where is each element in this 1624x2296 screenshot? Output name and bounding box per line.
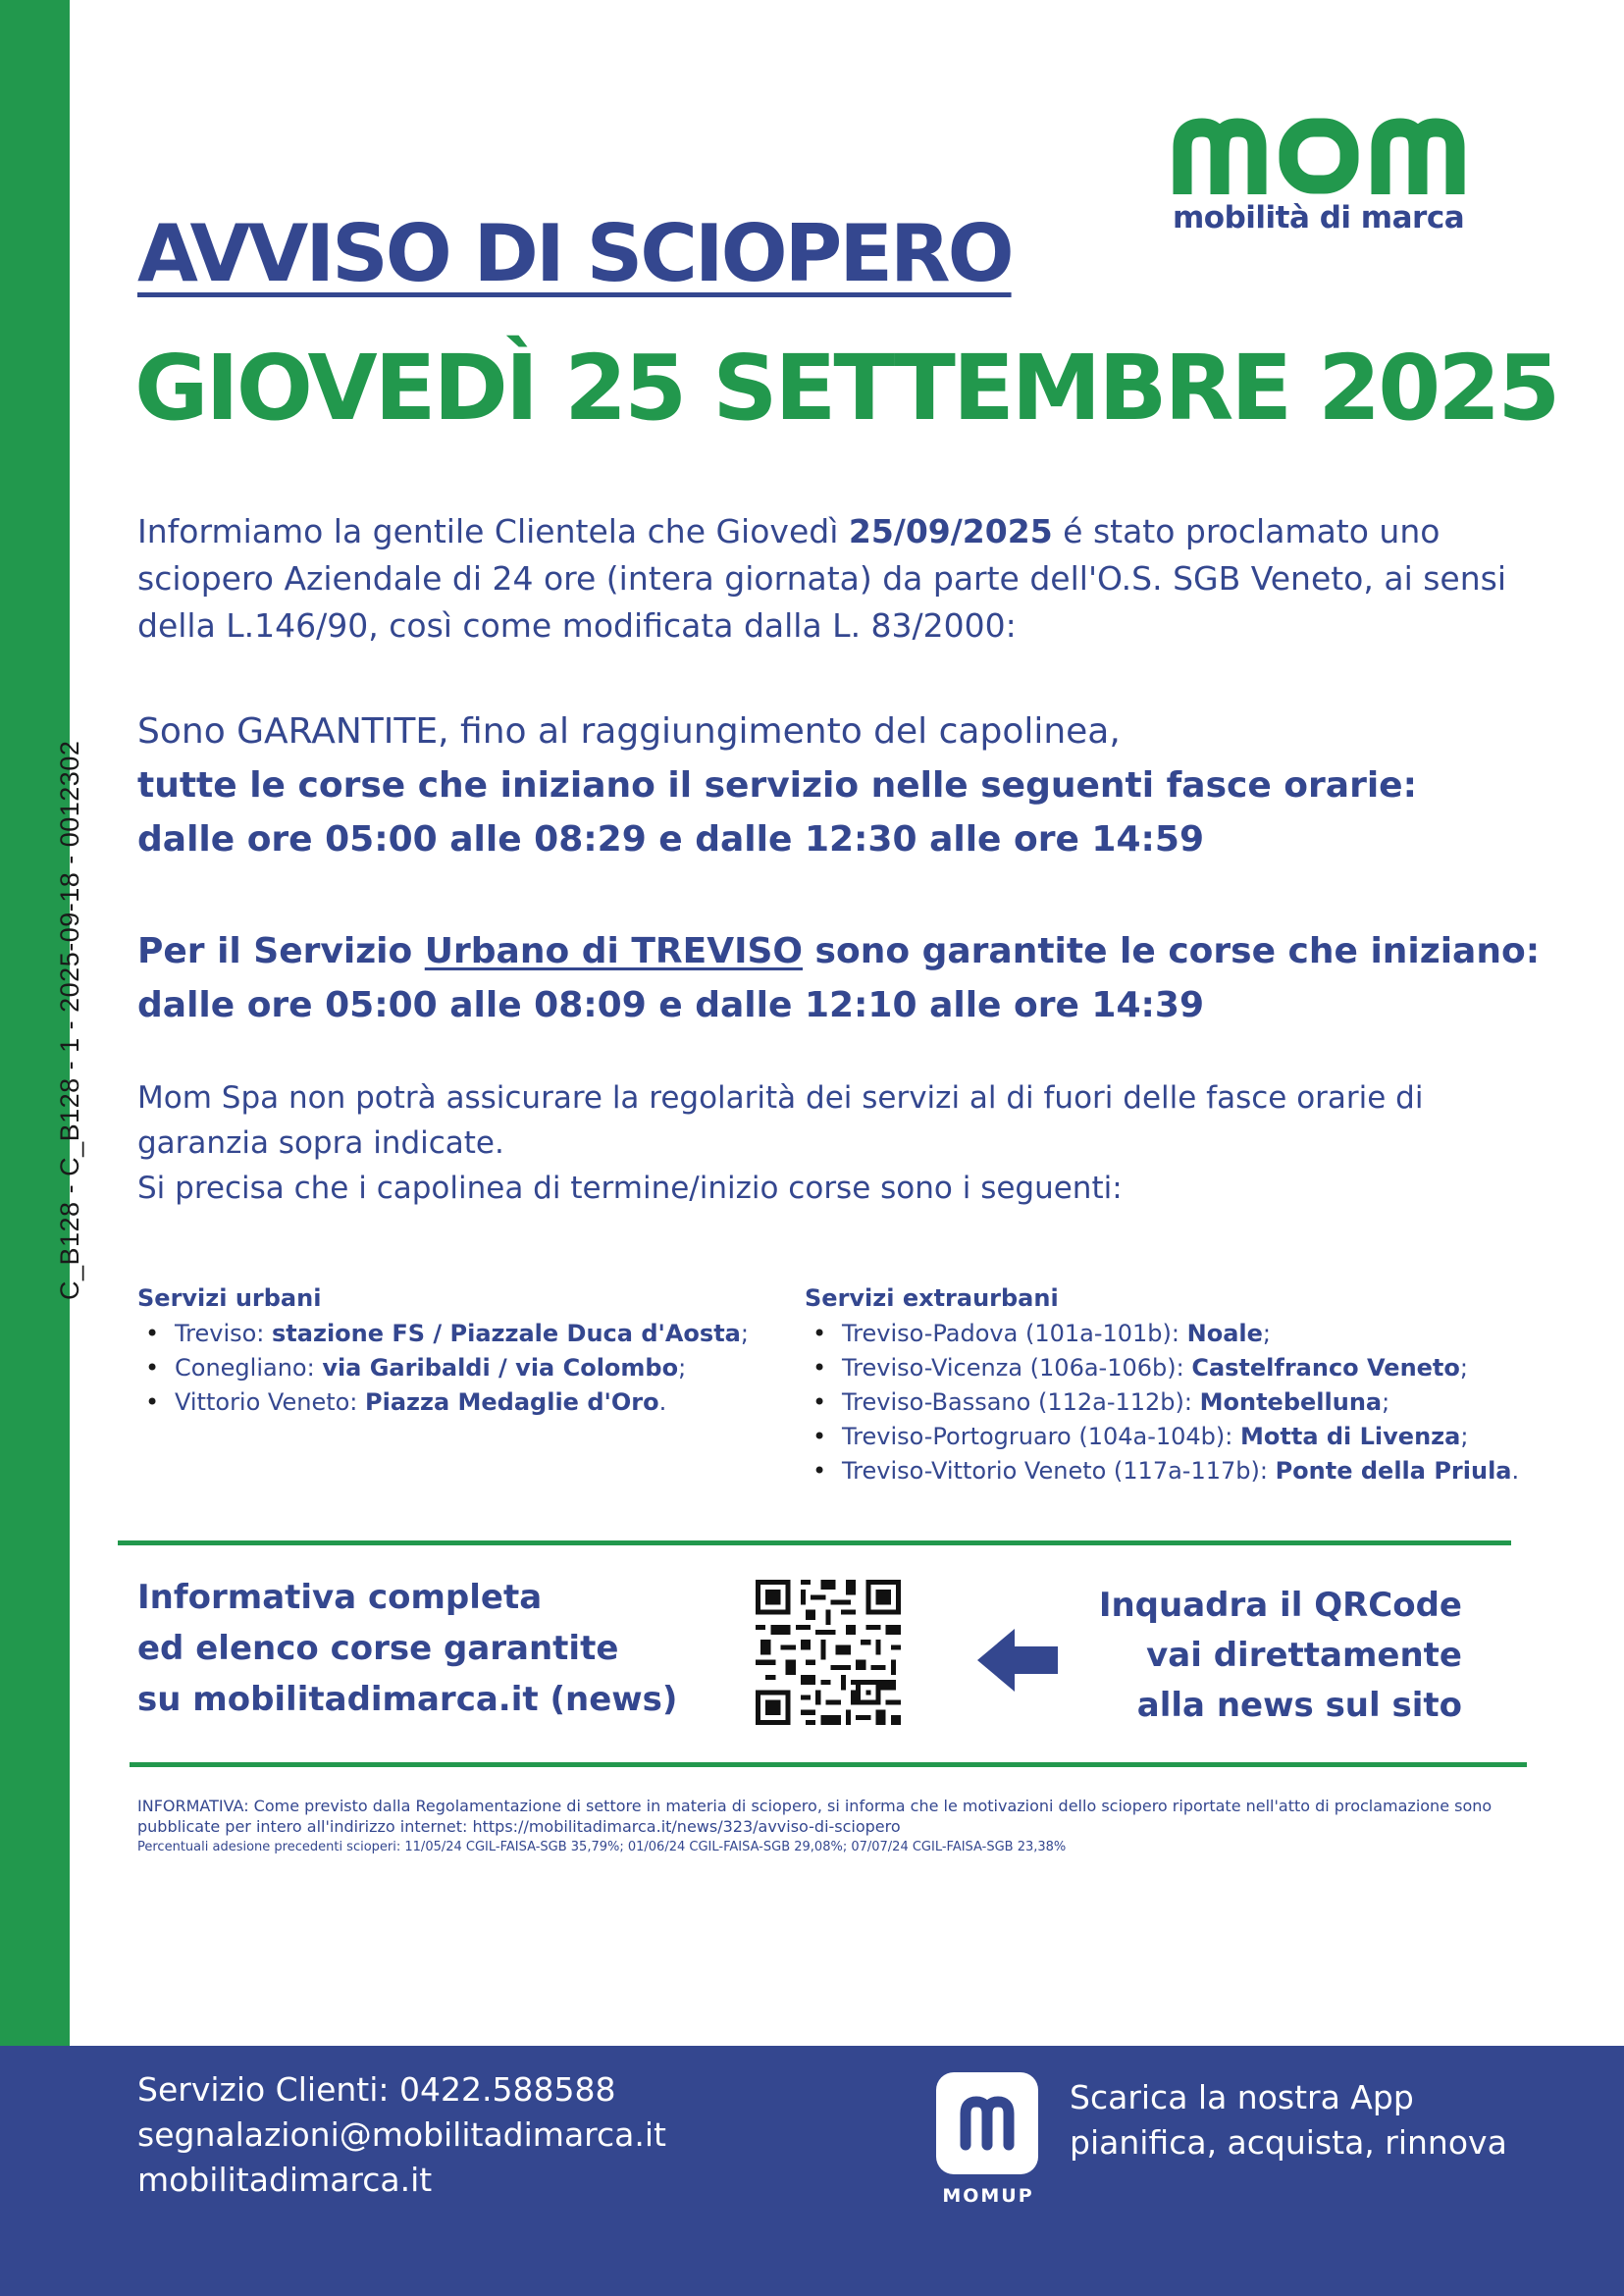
list-item-route: Treviso-Padova (101a-101b): (842, 1320, 1187, 1347)
disclaimer-block (137, 1075, 1550, 1211)
extraurban-services-heading: Servizi extraurbani (805, 1284, 1059, 1312)
customer-service-phone[interactable]: Servizio Clienti: 0422.588588 (137, 2070, 616, 2109)
list-item-route: Treviso-Vicenza (106a-106b): (842, 1354, 1192, 1382)
urban-services-heading: Servizi urbani (137, 1284, 322, 1312)
list-item (805, 1351, 1550, 1385)
website-link[interactable]: mobilitadimarca.it (137, 2161, 433, 2199)
app-promo-text (1070, 2075, 1507, 2166)
list-item (137, 1351, 765, 1385)
urban-hours: dalle ore 05:00 alle 08:09 e dalle 12:10 alle ore 14:39 (137, 985, 1205, 1025)
list-item-route: Treviso-Vittorio Veneto (117a-117b): (842, 1457, 1276, 1485)
list-item-terminal: stazione FS / Piazzale Duca d'Aosta (272, 1320, 741, 1347)
divider-top (118, 1540, 1511, 1545)
info-left-line: su mobilitadimarca.it (news) (137, 1680, 678, 1719)
urban-treviso-block (137, 924, 1550, 1032)
urban-line-1 (137, 924, 1550, 978)
list-item-end: ; (1460, 1423, 1469, 1450)
app-m-icon (936, 2072, 1038, 2174)
intro-text-1: Informiamo la gentile Clientela che Giovedì (137, 512, 849, 550)
guarantee-block (137, 704, 1550, 866)
app-name: MOMUP (942, 2185, 1034, 2207)
fine-print-info: INFORMATIVA: Come previsto dalla Regolamentazione di settore in materia di sciopero, si informa che le motivazioni dello sciopero riportate nell'atto di proclamazione sono pubblicate per intero all'indirizzo internet: https://mobilitadimarca.it/news/323/avviso-di-sciopero (137, 1797, 1493, 1836)
list-item-end: ; (1262, 1320, 1271, 1347)
intro-paragraph (137, 508, 1550, 650)
mom-logo (1173, 116, 1467, 235)
info-right-line: Inquadra il QRCode (1098, 1586, 1462, 1625)
urban-suffix: sono garantite le corse che iniziano: (803, 931, 1541, 971)
report-email-link[interactable]: segnalazioni@mobilitadimarca.it (137, 2115, 666, 2154)
info-left-line: Informativa completa (137, 1578, 543, 1617)
info-left-line: ed elenco corse garantite (137, 1629, 619, 1668)
list-item-place: Treviso: (175, 1320, 273, 1347)
list-item-terminal: Ponte della Priula (1275, 1457, 1512, 1485)
divider-bottom (130, 1762, 1527, 1767)
info-right-text (1099, 1581, 1462, 1731)
list-item (805, 1317, 1550, 1351)
list-item (137, 1385, 765, 1420)
footer-bar (0, 2046, 1624, 2296)
urban-prefix: Per il Servizio (137, 931, 425, 971)
info-right-line: alla news sul sito (1136, 1686, 1462, 1725)
urban-service-name: Urbano di TREVISO (424, 931, 804, 971)
list-item-end: . (658, 1388, 667, 1416)
list-item-end: ; (740, 1320, 749, 1347)
list-item-terminal: Castelfranco Veneto (1191, 1354, 1460, 1382)
list-item (137, 1317, 765, 1351)
intro-date: 25/09/2025 (848, 512, 1053, 550)
fine-print (137, 1796, 1550, 1857)
guarantee-hours: dalle ore 05:00 alle 08:29 e dalle 12:30 alle ore 14:59 (137, 819, 1205, 860)
extraurban-services-list (805, 1283, 1550, 1488)
list-item (805, 1385, 1550, 1420)
mom-wordmark-icon (1173, 116, 1467, 194)
list-item-place: Conegliano: (175, 1354, 323, 1382)
disclaimer-line-1: Mom Spa non potrà assicurare la regolarità dei servizi al di fuori delle fasce orarie di garanzia sopra indicate. (137, 1080, 1424, 1161)
list-item-terminal: Piazza Medaglie d'Oro (365, 1388, 659, 1416)
list-item-terminal: Montebelluna (1199, 1388, 1383, 1416)
list-item (805, 1454, 1550, 1488)
momup-app-icon[interactable] (936, 2072, 1038, 2174)
list-item-end: . (1511, 1457, 1520, 1485)
list-item-terminal: Noale (1186, 1320, 1263, 1347)
list-item-end: ; (1459, 1354, 1468, 1382)
document-code: C_B128 - C_B128 - 1 - 2025-09-18 - 0012302 (55, 740, 84, 1300)
app-promo-line: pianifica, acquista, rinnova (1070, 2123, 1507, 2162)
info-left-text (137, 1572, 677, 1725)
guarantee-line-1: Sono GARANTITE, fino al raggiungimento del capolinea, (137, 711, 1121, 752)
list-item-terminal: via Garibaldi / via Colombo (322, 1354, 679, 1382)
guarantee-line-2: tutte le corse che iniziano il servizio nelle seguenti fasce orarie: (137, 765, 1417, 806)
info-right-line: vai direttamente (1146, 1636, 1462, 1675)
fine-print-percentages: Percentuali adesione precedenti scioperi: 11/05/24 CGIL-FAISA-SGB 35,79%; 01/06/24 CGIL-FAISA-SGB 29,08%; 07/07/24 CGIL-FAISA-SGB 23,38% (137, 1840, 1067, 1854)
notice-title: AVVISO DI SCIOPERO (137, 208, 1012, 299)
list-item-place: Vittorio Veneto: (175, 1388, 366, 1416)
list-item (805, 1420, 1550, 1454)
strike-date: GIOVEDÌ 25 SETTEMBRE 2025 (134, 336, 1558, 441)
footer-contacts (137, 2067, 666, 2203)
logo-tagline: mobilità di marca (1173, 200, 1465, 235)
qr-code-icon[interactable] (756, 1580, 901, 1725)
urban-services-list (137, 1283, 765, 1420)
list-item-end: ; (678, 1354, 687, 1382)
list-item-route: Treviso-Portogruaro (104a-104b): (842, 1423, 1240, 1450)
list-item-terminal: Motta di Livenza (1240, 1423, 1461, 1450)
list-item-route: Treviso-Bassano (112a-112b): (842, 1388, 1200, 1416)
app-promo-line: Scarica la nostra App (1070, 2078, 1414, 2116)
arrow-left-icon (977, 1629, 1058, 1692)
disclaimer-line-2: Si precisa che i capolinea di termine/inizio corse sono i seguenti: (137, 1171, 1123, 1206)
list-item-end: ; (1382, 1388, 1390, 1416)
intro-text-2: é stato proclamato uno sciopero Aziendale di 24 ore (intera giornata) da parte dell'O.S. SGB Veneto, ai sensi della L.146/90, così come modificata dalla L. 83/2000: (137, 512, 1507, 645)
